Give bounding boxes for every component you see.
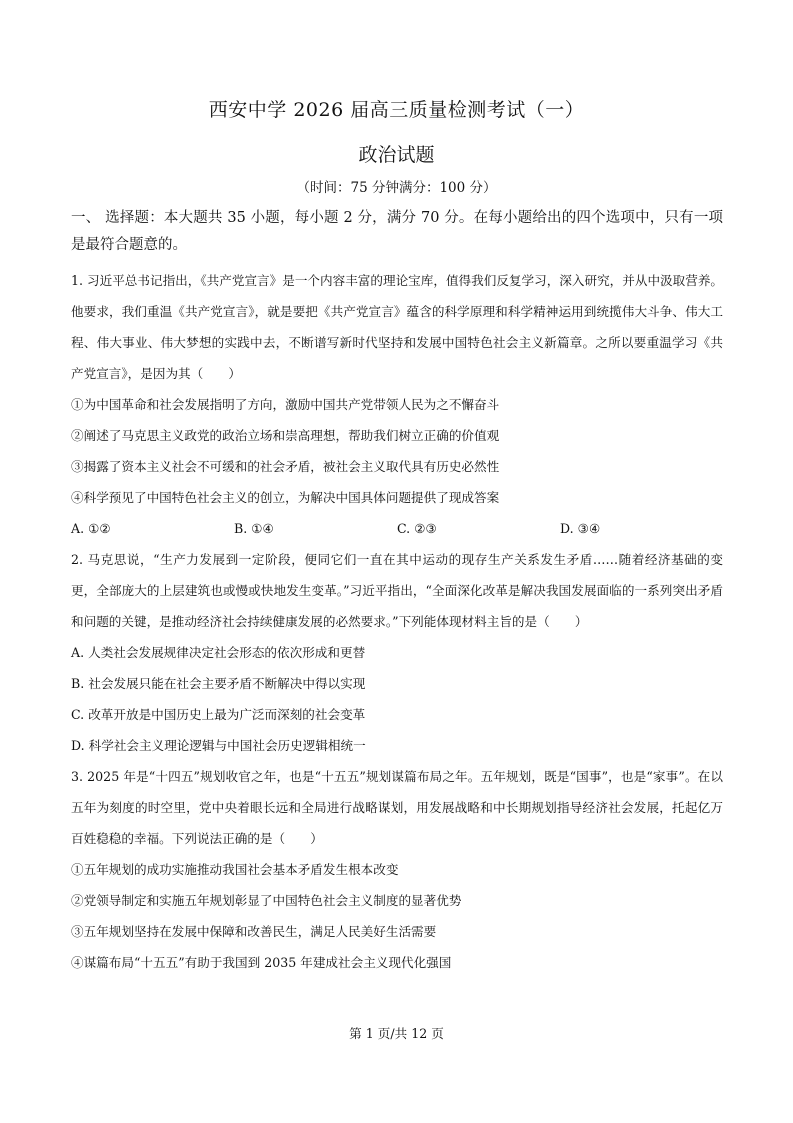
- statement-item: ②党领导制定和实施五年规划彰显了中国特色社会主义制度的显著优势: [71, 893, 462, 908]
- answer-choices: [71, 513, 723, 544]
- choice-a: A. 人类社会发展规律决定社会形态的依次形成和更替: [71, 645, 366, 660]
- question-stem: 3. 2025 年是“十四五”规划收官之年，也是“十五五”规划谋篇布局之年。五年规划，既是“国事”，也是“家事”。在以五年为刻度的时空里，党中央着眼长远和全局进行战略谋划，用发展战略和中长期规划指导经济社会发展，托起亿万百姓稳稳的幸福。下列说法正确的是（ ）: [71, 769, 723, 846]
- choice-a: A. ①②: [71, 521, 111, 536]
- choice-c: C. 改革开放是中国历史上最为广泛而深刻的社会变革: [71, 707, 366, 722]
- choice-b: B. 社会发展只能在社会主要矛盾不断解决中得以实现: [71, 676, 366, 691]
- statement-item: ③揭露了资本主义社会不可缓和的社会矛盾，被社会主义取代具有历史必然性: [71, 459, 500, 474]
- section-heading: 一、 选择题：本大题共 35 小题，每小题 2 分，满分 70 分。在每小题给出的四个选项中，只有一项是最符合题意的。: [71, 210, 723, 253]
- statement-item: ②阐述了马克思主义政党的政治立场和崇高理想，帮助我们树立正确的价值观: [71, 428, 500, 443]
- exam-title: 西安中学 2026 届高三质量检测考试（一）: [208, 99, 585, 121]
- statement-item: ①五年规划的成功实施推动我国社会基本矛盾发生根本改变: [71, 862, 399, 877]
- question-stem: 2. 马克思说，“生产力发展到一定阶段，便同它们一直在其中运动的现存生产关系发生矛盾……随着经济基础的变更，全部庞大的上层建筑也或慢或快地发生变革。”习近平指出，“全面深化改革是解决我国发展面临的一系列突出矛盾和问题的关键，是推动经济社会持续健康发展的必然要求。”下列能体现材料主旨的是（ ）: [71, 552, 723, 629]
- choice-b: B. ①④: [234, 521, 274, 536]
- page-number: 第 1 页/共 12 页: [349, 1026, 444, 1041]
- question-1: [71, 265, 723, 544]
- choice-d: D. 科学社会主义理论逻辑与中国社会历史逻辑相统一: [71, 738, 366, 753]
- statement-item: ③五年规划坚持在发展中保障和改善民生，满足人民美好生活需要: [71, 924, 437, 939]
- statement-item: ①为中国革命和社会发展指明了方向，激励中国共产党带领人民为之不懈奋斗: [71, 397, 500, 412]
- statement-item: ④谋篇布局“十五五”有助于我国到 2035 年建成社会主义现代化强国: [71, 955, 452, 970]
- question-stem: 1. 习近平总书记指出，《共产党宣言》是一个内容丰富的理论宝库，值得我们反复学习，深入研究，并从中汲取营养。他要求，我们重温《共产党宣言》，就是要把《共产党宣言》蕴含的科学原理和科学精神运用到统揽伟大斗争、伟大工程、伟大事业、伟大梦想的实践中去，不断谱写新时代坚持和发展中国特色社会主义新篇章。之所以要重温学习《共产党宣言》，是因为其（ ）: [71, 273, 724, 381]
- choice-d: D. ③④: [560, 521, 601, 536]
- statement-item: ④科学预见了中国特色社会主义的创立，为解决中国具体问题提供了现成答案: [71, 490, 500, 505]
- subject-title: 政治试题: [358, 144, 435, 166]
- question-3: [71, 761, 723, 978]
- exam-content: [71, 205, 723, 978]
- choice-c: C. ②③: [397, 521, 437, 536]
- question-2: [71, 544, 723, 761]
- time-info: （时间：75 分钟满分：100 分）: [296, 180, 497, 196]
